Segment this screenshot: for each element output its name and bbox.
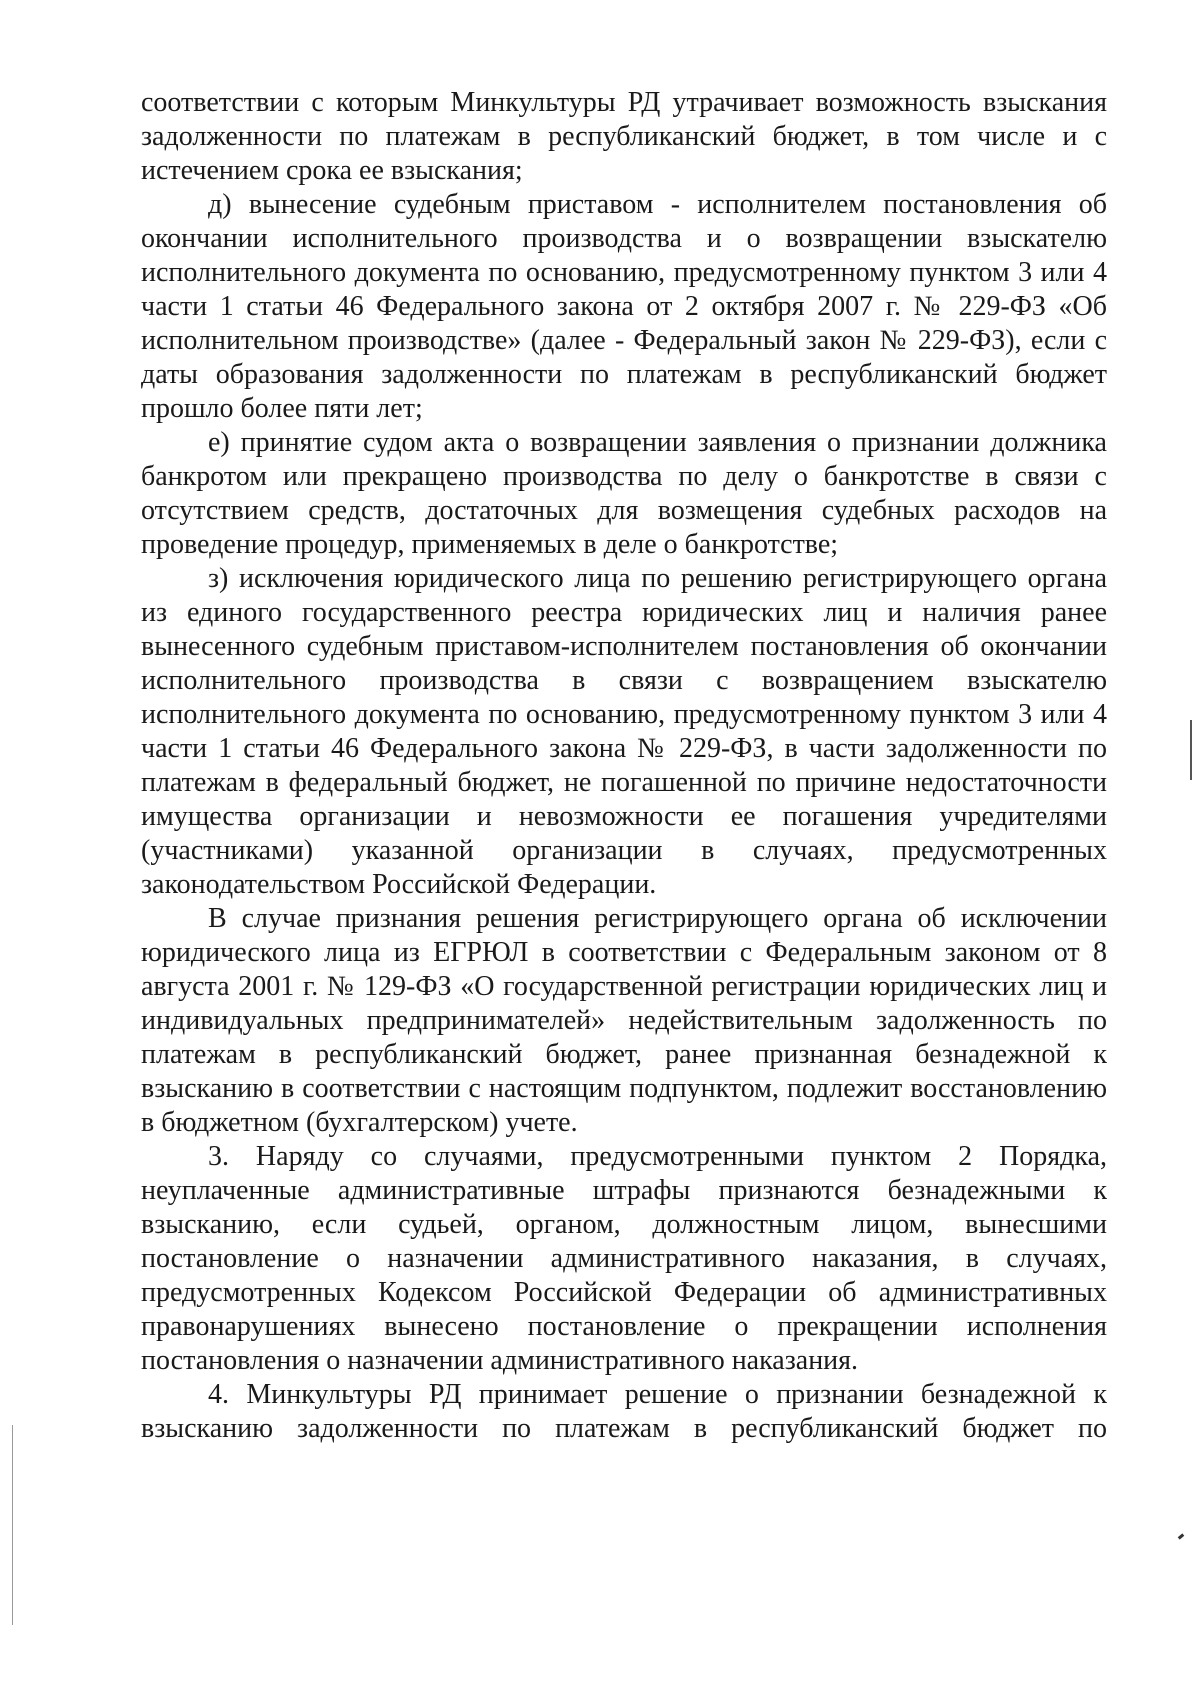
- paragraph: [141, 562, 1107, 902]
- text-line: взысканию задолженности по платежам в республиканский бюджет по: [141, 1413, 1107, 1444]
- text-line: 4. Минкультуры РД принимает решение о признании безнадежной к: [208, 1379, 1107, 1410]
- text-line: отсутствием средств, достаточных для возмещения судебных расходов на: [141, 495, 1107, 526]
- text-line: взысканию в соответствии с настоящим подпунктом, подлежит восстановлению: [141, 1073, 1107, 1104]
- text-line: 3. Наряду со случаями, предусмотренными пунктом 2 Порядка,: [208, 1141, 1107, 1172]
- text-line: исполнительном производстве» (далее - Федеральный закон № 229-ФЗ), если с: [141, 325, 1107, 356]
- text-line: неуплаченные административные штрафы признаются безнадежными к: [141, 1175, 1107, 1206]
- text-line: даты образования задолженности по платежам в республиканский бюджет: [141, 359, 1107, 390]
- text-line: августа 2001 г. № 129-ФЗ «О государственной регистрации юридических лиц и: [141, 971, 1107, 1002]
- text-line: платежам в республиканский бюджет, ранее признанная безнадежной к: [141, 1039, 1107, 1070]
- scan-artifact-corner: [1178, 1533, 1185, 1539]
- text-line: з) исключения юридического лица по решению регистрирующего органа: [208, 563, 1107, 594]
- text-line: окончании исполнительного производства и о возвращении взыскателю: [141, 223, 1107, 254]
- text-line: в бюджетном (бухгалтерском) учете.: [141, 1107, 578, 1138]
- scan-artifact-left: [12, 1425, 13, 1625]
- text-line: д) вынесение судебным приставом - исполнителем постановления об: [208, 189, 1107, 220]
- text-line: (участниками) указанной организации в случаях, предусмотренных: [141, 835, 1107, 866]
- text-line: законодательством Российской Федерации.: [141, 869, 657, 900]
- text-line: исполнительного документа по основанию, предусмотренному пунктом 3 или 4: [141, 699, 1107, 730]
- text-line: предусмотренных Кодексом Российской Федерации об административных: [141, 1277, 1107, 1308]
- text-line: прошло более пяти лет;: [141, 393, 423, 424]
- paragraph: [141, 902, 1107, 1140]
- text-line: вынесенного судебным приставом-исполнителем постановления об окончании: [141, 631, 1107, 662]
- paragraph: [141, 188, 1107, 426]
- text-line: юридического лица из ЕГРЮЛ в соответствии с Федеральным законом от 8: [141, 937, 1107, 968]
- text-line: индивидуальных предпринимателей» недействительным задолженность по: [141, 1005, 1107, 1036]
- text-line: е) принятие судом акта о возвращении заявления о признании должника: [208, 427, 1107, 458]
- text-line: соответствии с которым Минкультуры РД утрачивает возможность взыскания: [141, 87, 1107, 118]
- text-line: проведение процедур, применяемых в деле о банкротстве;: [141, 529, 839, 560]
- paragraph: [141, 86, 1107, 188]
- paragraph: [141, 426, 1107, 562]
- scan-artifact-right: [1190, 720, 1192, 780]
- text-line: правонарушениях вынесено постановление о прекращении исполнения: [141, 1311, 1107, 1342]
- text-line: задолженности по платежам в республиканский бюджет, в том числе и с: [141, 121, 1107, 152]
- text-line: постановления о назначении административного наказания.: [141, 1345, 859, 1376]
- text-line: части 1 статьи 46 Федерального закона № 229-ФЗ, в части задолженности по: [141, 733, 1107, 764]
- text-line: взысканию, если судьей, органом, должностным лицом, вынесшими: [141, 1209, 1107, 1240]
- text-line: платежам в федеральный бюджет, не погашенной по причине недостаточности: [141, 767, 1107, 798]
- text-line: имущества организации и невозможности ее погашения учредителями: [141, 801, 1107, 832]
- document-body: [141, 86, 1107, 1446]
- text-line: банкротом или прекращено производства по делу о банкротстве в связи с: [141, 461, 1107, 492]
- text-line: части 1 статьи 46 Федерального закона от 2 октября 2007 г. № 229-ФЗ «Об: [141, 291, 1107, 322]
- paragraph: [141, 1378, 1107, 1446]
- text-line: постановление о назначении административного наказания, в случаях,: [141, 1243, 1107, 1274]
- text-line: исполнительного документа по основанию, предусмотренному пунктом 3 или 4: [141, 257, 1107, 288]
- text-line: из единого государственного реестра юридических лиц и наличия ранее: [141, 597, 1107, 628]
- text-line: В случае признания решения регистрирующего органа об исключении: [208, 903, 1107, 934]
- text-line: истечением срока ее взыскания;: [141, 155, 523, 186]
- text-line: исполнительного производства в связи с возвращением взыскателю: [141, 665, 1107, 696]
- paragraph: [141, 1140, 1107, 1378]
